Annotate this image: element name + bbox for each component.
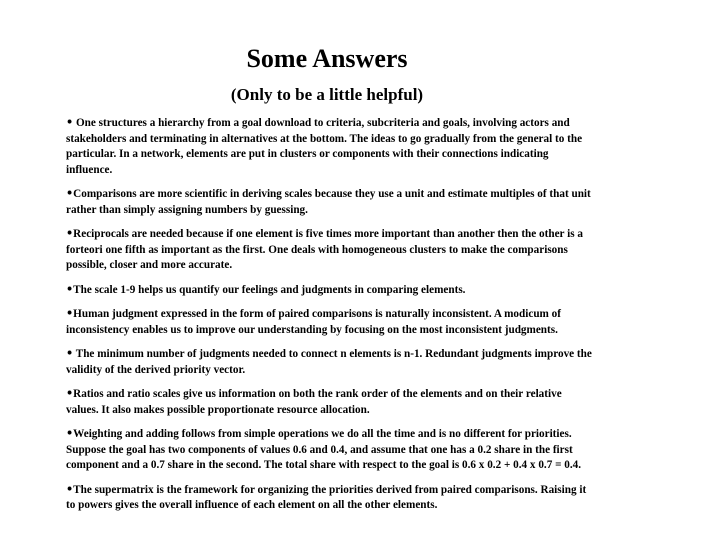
bullet-mark-icon: • [66, 427, 74, 440]
bullet-text: The minimum number of judgments needed to connect n elements is n-1. Redundant judgments improve the validity of the derived priority vector. [66, 348, 592, 376]
bullet-text: The supermatrix is the framework for organizing the priorities derived from paired comparisons. Raising it to powers gives the overall influence of each element on all the other elements. [66, 483, 587, 511]
bullet-text: Ratios and ratio scales give us information on both the rank order of the elements and on their relative values. It also makes possible proportionate resource allocation. [66, 388, 562, 416]
bullet-inconsistency [66, 306, 596, 338]
bullet-text: Weighting and adding follows from simple operations we do all the time and is no different for priorities. Suppose the goal has two components of values 0.6 and 0.4, and assume that one has a 0.2 share in the first component and a 0.7 share in the second. The total share with respect to the goal is 0.6 x 0.2 + 0.4 x 0.7 = 0.4. [66, 428, 582, 471]
bullet-minimum-judgments [66, 346, 596, 378]
bullet-text: The scale 1-9 helps us quantify our feelings and judgments in comparing elements. [73, 283, 466, 296]
slide-subtitle: (Only to be a little helpful) [230, 85, 424, 104]
bullet-ratio-scales [66, 386, 596, 418]
bullet-mark-icon: • [66, 347, 74, 360]
bullet-mark-icon: • [66, 482, 74, 496]
bullet-hierarchy [66, 115, 596, 178]
bullet-comparisons [66, 186, 596, 218]
bullet-list [66, 115, 596, 522]
bullet-supermatrix [66, 482, 596, 514]
bullet-text: Human judgment expressed in the form of paired comparisons is naturally inconsistent. A modicum of inconsistency enables us to improve our understanding by focusing on the most inconsistent judgments. [66, 308, 561, 336]
bullet-mark-icon: • [66, 116, 74, 129]
bullet-text: Reciprocals are needed because if one element is five times more important than another then the other is a forteori one fifth as important as the first. One deals with homogeneous clusters to make the comparisons possible, closer and more accurate. [66, 228, 583, 271]
bullet-reciprocals [66, 226, 596, 274]
bullet-mark-icon: • [66, 307, 74, 320]
bullet-text: One structures a hierarchy from a goal download to criteria, subcriteria and goals, involving actors and stakeholders and terminating in alternatives at the bottom. The ideas to go gradually from the general to the particular. In a network, elements are put in clusters or components with their connections indicating influence. [66, 117, 583, 176]
bullet-mark-icon: • [66, 227, 74, 240]
bullet-text: Comparisons are more scientific in deriving scales because they use a unit and estimate multiples of that unit rather than simply assigning numbers by guessing. [66, 188, 591, 216]
bullet-mark-icon: • [66, 187, 74, 200]
bullet-weighting [66, 426, 596, 474]
bullet-mark-icon: • [66, 282, 74, 296]
bullet-scale [66, 282, 596, 299]
bullet-mark-icon: • [66, 387, 74, 400]
slide-title: Some Answers [246, 44, 408, 73]
